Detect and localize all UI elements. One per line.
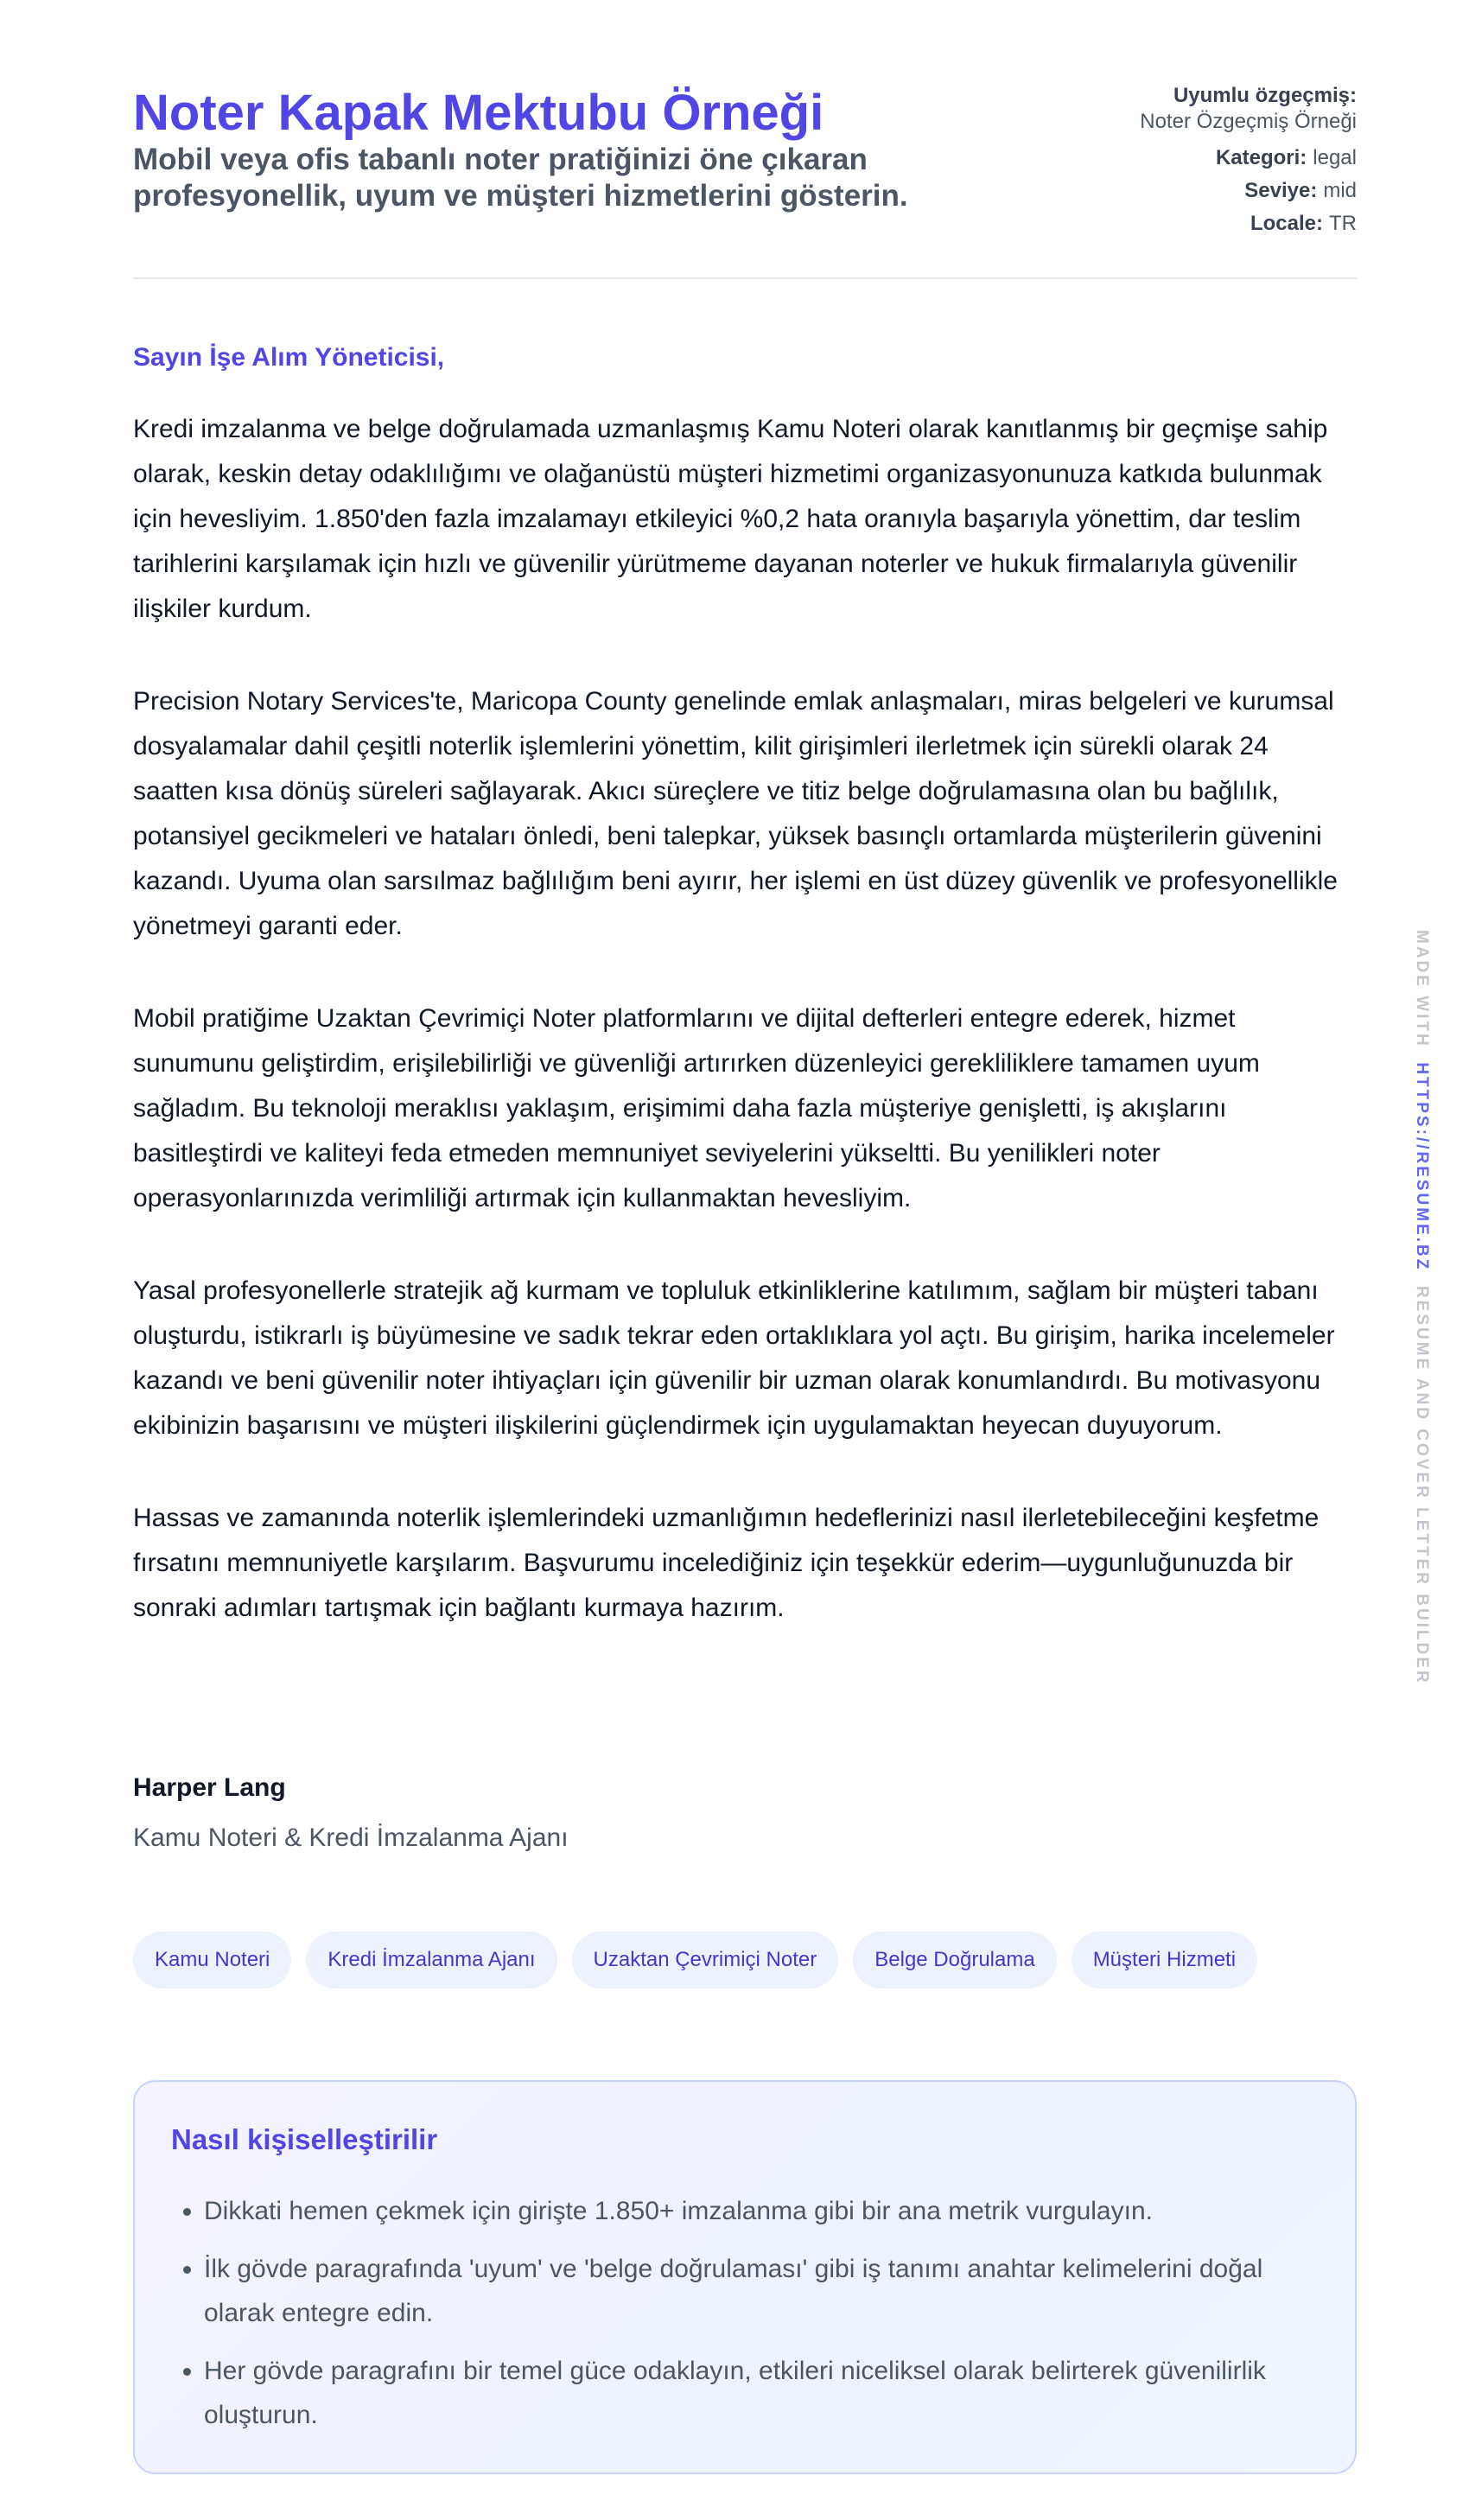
tag-chip: Belge Doğrulama: [853, 1931, 1056, 1989]
tag-chip: Müşteri Hizmeti: [1072, 1931, 1257, 1989]
page-title: Noter Kapak Mektubu Örneği: [133, 85, 824, 141]
page-subtitle: Mobil veya ofis tabanlı noter pratiğinizi öne çıkaran profesyonellik, uyum ve müşteri hizmetlerini gösterin.: [133, 143, 908, 213]
signature-title: Kamu Noteri & Kredi İmzalanma Ajanı: [133, 1823, 569, 1852]
made-with-label: MADE WITH: [1413, 930, 1431, 1048]
letter-greeting: Sayın İşe Alım Yöneticisi,: [133, 343, 445, 372]
personalization-tips-card: [133, 2080, 1357, 2474]
meta-compatible-resume: [1140, 83, 1357, 135]
tag-chip: Uzaktan Çevrimiçi Noter: [572, 1931, 839, 1989]
tips-item: • Her gövde paragrafını bir temel güce odaklayın, etkileri niceliksel olarak belirterek güvenilirlik oluşturun.: [204, 2349, 1293, 2437]
made-with-sidebar: [1412, 930, 1431, 1685]
letter-paragraph: Kredi imzalanma ve belge doğrulamada uzmanlaşmış Kamu Noteri olarak kanıtlanmış bir geçmişe sahip olarak, keskin detay odaklılığımı ve olağanüstü müşteri hizmetimi organizasyonunuza katkıda bulunmak için hevesliyim. 1.850'den fazla imzalamayı etkileyici %0,2 hata oranıyla başarıyla yönettim, dar teslim tarihlerini karşılamak için hızlı ve güvenilir yürütmeme dayanan noterler ve hukuk firmalarıyla güvenilir ilişkiler kurdum.: [133, 415, 1328, 623]
meta-level-label: Seviye:: [1244, 179, 1318, 202]
letter-paragraph: Mobil pratiğime Uzaktan Çevrimiçi Noter platformlarını ve dijital defterleri entegre ederek, hizmet sunumunu geliştirdim, erişilebilirliği ve güvenliği artırırken düzenleyici gerekliliklere tamamen uyum sağladım. Bu teknoloji meraklısı yaklaşım, erişimimi daha fazla müşteriye genişletti, iş akışlarını basitleştirdi ve kaliteyi feda etmeden memnuniyet seviyelerini yükseltti. Bu yenilikleri noter operasyonlarınızda verimliliği artırmak için kullanmaktan hevesliyim.: [133, 1004, 1260, 1212]
tips-item: • İlk gövde paragrafında 'uyum' ve 'belge doğrulaması' gibi iş tanımı anahtar kelimelerini doğal olarak entegre edin.: [204, 2247, 1293, 2335]
meta-category-value: legal: [1313, 146, 1357, 169]
cover-letter-page: [133, 0, 1357, 2429]
brand-tagline: RESUME AND COVER LETTER BUILDER: [1413, 1285, 1431, 1685]
tag-chip: Kamu Noteri: [133, 1931, 291, 1989]
tips-item: • Dikkati hemen çekmek için girişte 1.850+ imzalanma gibi bir ana metrik vurgulayın.: [204, 2189, 1293, 2233]
letter-paragraph: Hassas ve zamanında noterlik işlemlerindeki uzmanlığımın hedeflerinizi nasıl ilerletebileceğini keşfetme fırsatını memnuniyetle karşılarım. Başvurumu incelediğiniz için teşekkür ederim—uygunluğunuzda bir sonraki adımları tartışmak için bağlantı kurmaya hazırım.: [133, 1504, 1320, 1622]
signature-name: Harper Lang: [133, 1773, 286, 1802]
meta-level-value: mid: [1323, 179, 1357, 202]
page-header: [133, 0, 1357, 279]
meta-locale-label: Locale:: [1250, 212, 1323, 235]
meta-level: [1140, 175, 1357, 207]
meta-category: [1140, 142, 1357, 175]
meta-resume-link[interactable]: Noter Özgeçmiş Örneği: [1140, 110, 1357, 133]
tag-list: [133, 1931, 1257, 1989]
meta-locale: [1140, 207, 1357, 240]
meta-locale-value: TR: [1329, 212, 1357, 235]
meta-panel: [1140, 83, 1357, 240]
letter-body: [133, 407, 1357, 1631]
letter-paragraph: Yasal profesyonellerle stratejik ağ kurmam ve topluluk etkinliklerine katılımım, sağlam bir müşteri tabanı oluşturdu, istikrarlı iş büyümesine ve sadık tekrar eden ortaklıklara yol açtı. Bu girişim, harika incelemeler kazandı ve beni güvenilir noter ihtiyaçları için güvenilir bir uzman olarak konumlandırdı. Bu motivasyonu ekibinizin başarısını ve müşteri ilişkilerini güçlendirmek için uygulamaktan heyecan duyuyorum.: [133, 1276, 1335, 1440]
tag-chip: Kredi İmzalanma Ajanı: [306, 1931, 556, 1989]
tips-title: Nasıl kişiselleştirilir: [171, 2123, 438, 2155]
brand-link[interactable]: HTTPS://RESUME.BZ: [1413, 1062, 1431, 1272]
letter-paragraph: Precision Notary Services'te, Maricopa County genelinde emlak anlaşmaları, miras belgeleri ve kurumsal dosyalamalar dahil çeşitli noterlik işlemlerini yönettim, kilit girişimleri ilerletmek için sürekli olarak 24 saatten kısa dönüş süreleri sağlayarak. Akıcı süreçlere ve titiz belge doğrulamasına olan bu bağlılık, potansiyel gecikmeleri ve hataları önledi, beni talepkar, yüksek basınçlı ortamlarda müşterilerin güvenini kazandı. Uyuma olan sarsılmaz bağlılığım beni ayırır, her işlemi en üst düzey güvenlik ve profesyonellikle yönetmeyi garanti eder.: [133, 687, 1338, 940]
meta-category-label: Kategori:: [1215, 146, 1307, 169]
tips-list: [171, 2189, 1293, 2451]
meta-resume-label: Uyumlu özgeçmiş:: [1173, 84, 1357, 107]
